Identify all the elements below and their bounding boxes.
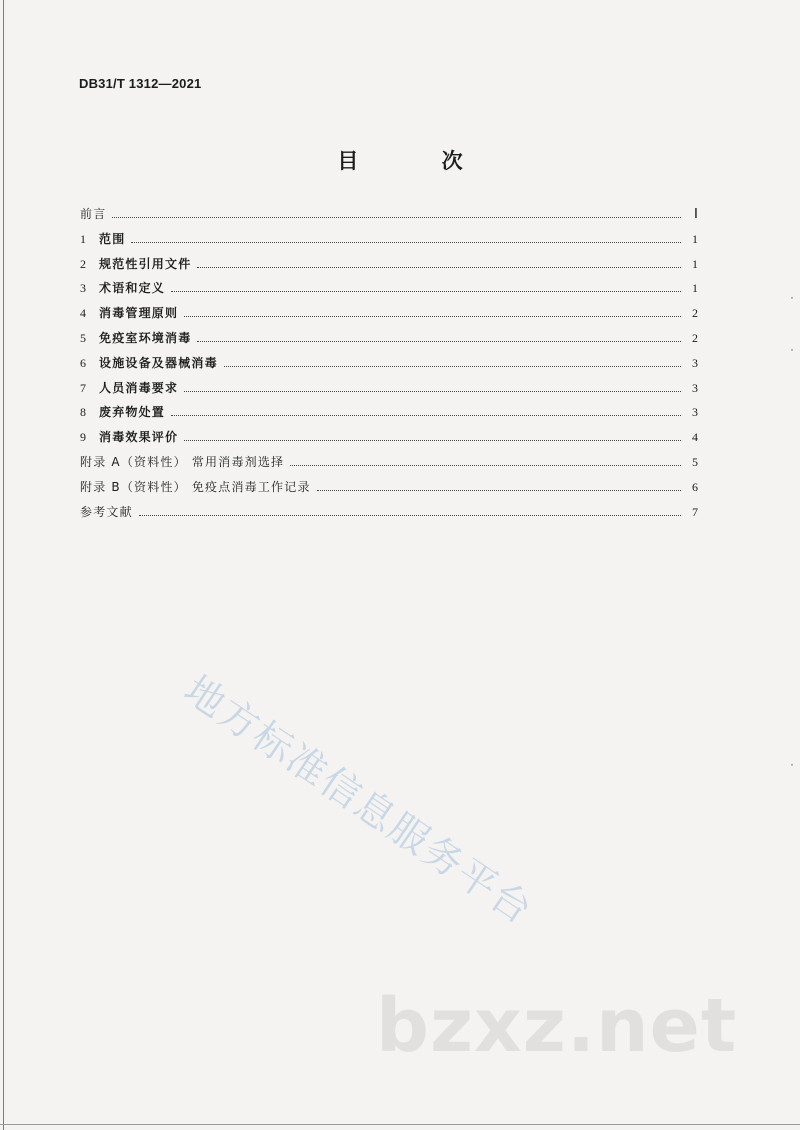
- toc-entry[interactable]: [80, 279, 698, 304]
- toc-leader-dots: [171, 291, 681, 292]
- table-of-contents: [80, 205, 698, 527]
- toc-leader-dots: [317, 490, 681, 491]
- brand-watermark: bzxz.net: [376, 983, 738, 1069]
- toc-entry-page: 2: [692, 330, 698, 345]
- toc-entry[interactable]: [80, 503, 698, 528]
- toc-entry-number: 4: [80, 306, 86, 321]
- toc-entry-number: 6: [80, 355, 86, 370]
- toc-entry-label: 消毒管理原则: [99, 306, 179, 321]
- toc-entry-label: 附录 B（资料性） 免疫点消毒工作记录: [80, 479, 311, 494]
- toc-entry-label: 人员消毒要求: [99, 380, 179, 395]
- toc-entry-page: 5: [692, 454, 698, 469]
- toc-entry-label: 免疫室环境消毒: [99, 330, 192, 345]
- toc-entry[interactable]: [80, 478, 698, 503]
- toc-entry-page: 3: [692, 405, 698, 420]
- document-code: DB31/T 1312—2021: [79, 76, 202, 91]
- toc-entry-label: 消毒效果评价: [99, 430, 179, 445]
- toc-entry-label: 规范性引用文件: [99, 256, 192, 271]
- toc-leader-dots: [139, 515, 681, 516]
- edge-mark: ·: [790, 290, 794, 304]
- toc-entry-page: Ⅰ: [693, 207, 698, 222]
- toc-title: 目 次: [337, 149, 501, 173]
- scan-bottom-edge: [0, 1124, 800, 1125]
- toc-leader-dots: [184, 440, 681, 441]
- toc-entry[interactable]: [80, 403, 698, 428]
- toc-entry-number: 7: [80, 380, 86, 395]
- toc-entry-number: 3: [80, 281, 86, 296]
- toc-leader-dots: [197, 267, 681, 268]
- toc-entry-page: 1: [692, 281, 698, 296]
- toc-entry[interactable]: [80, 230, 698, 255]
- toc-entry-label: 废弃物处置: [99, 405, 166, 420]
- toc-entry-number: 9: [80, 430, 86, 445]
- toc-entry-page: 2: [692, 306, 698, 321]
- toc-entry-label: 设施设备及器械消毒: [99, 355, 218, 370]
- toc-entry-page: 6: [692, 479, 698, 494]
- toc-entry-number: 1: [80, 231, 86, 246]
- toc-entry-page: 3: [692, 380, 698, 395]
- toc-entry-label: 范围: [99, 231, 126, 246]
- toc-entry-number: 8: [80, 405, 86, 420]
- toc-leader-dots: [290, 465, 681, 466]
- toc-leader-dots: [171, 415, 681, 416]
- toc-entry[interactable]: [80, 453, 698, 478]
- toc-entry[interactable]: [80, 329, 698, 354]
- toc-entry-page: 1: [692, 256, 698, 271]
- toc-leader-dots: [112, 217, 681, 218]
- toc-entry-label: 附录 A（资料性） 常用消毒剂选择: [80, 454, 285, 469]
- toc-entry-page: 4: [692, 430, 698, 445]
- toc-leader-dots: [197, 341, 681, 342]
- toc-entry-label: 参考文献: [80, 504, 133, 519]
- toc-entry-number: 2: [80, 256, 86, 271]
- toc-entry[interactable]: [80, 304, 698, 329]
- toc-entry[interactable]: [80, 428, 698, 453]
- toc-leader-dots: [131, 242, 681, 243]
- toc-entry-label: 前言: [80, 207, 107, 221]
- edge-mark: ·: [790, 757, 794, 771]
- toc-leader-dots: [184, 391, 681, 392]
- toc-leader-dots: [184, 316, 681, 317]
- watermark-text: 地方标准信息服务平台: [175, 667, 541, 935]
- toc-entry-page: 3: [692, 355, 698, 370]
- toc-entry-label: 术语和定义: [99, 281, 166, 296]
- edge-mark: ·: [790, 342, 794, 356]
- toc-entry[interactable]: [80, 205, 698, 230]
- toc-entry-number: 5: [80, 330, 86, 345]
- toc-entry[interactable]: [80, 379, 698, 404]
- toc-entry[interactable]: [80, 255, 698, 280]
- toc-entry-page: 1: [692, 231, 698, 246]
- toc-entry-page: 7: [692, 504, 698, 519]
- toc-leader-dots: [224, 366, 681, 367]
- toc-entry[interactable]: [80, 354, 698, 379]
